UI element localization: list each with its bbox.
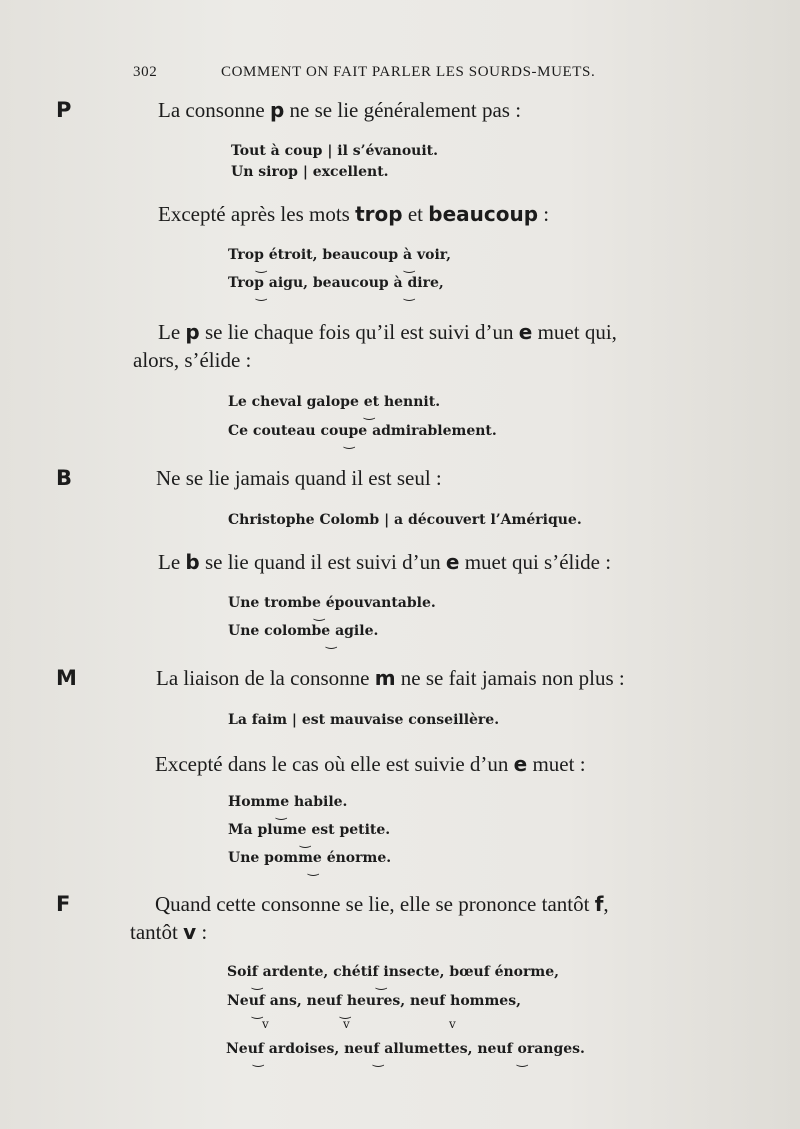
bold-vowel: e <box>513 752 528 776</box>
text: ne se fait jamais non plus : <box>395 666 625 690</box>
liaison-mark: ‿ <box>340 1005 351 1020</box>
f-rule-2 <box>130 920 207 945</box>
f-example-3: Neuf ardoises, neuf allumettes, neuf oranges. <box>226 1041 585 1057</box>
liaison-mark: ‿ <box>253 1053 264 1068</box>
bold-consonant: v <box>183 920 197 944</box>
liaison-mark: ‿ <box>276 806 287 821</box>
m-example-3: Une pomme énorme. <box>228 850 392 866</box>
p-elide-line-1 <box>158 320 617 345</box>
text: Excepté après les mots <box>158 202 356 226</box>
p-elide-example-2: Ce couteau coupe admirablement. <box>228 423 497 439</box>
p-exception-example-2: Trop aigu, beaucoup à dire, <box>228 275 444 291</box>
section-letter-p: P <box>56 98 72 122</box>
text: tantôt <box>130 920 184 944</box>
text: ne se lie généralement pas : <box>284 98 522 122</box>
f-example-2: Neuf ans, neuf heures, neuf hommes, <box>227 993 521 1009</box>
bold-vowel: e <box>445 550 460 574</box>
bold-consonant: p <box>269 98 285 122</box>
liaison-mark: ‿ <box>256 259 267 274</box>
running-title: COMMENT ON FAIT PARLER LES SOURDS-MUETS. <box>221 64 596 80</box>
text: Quand cette consonne se lie, elle se prononce tantôt <box>155 892 595 916</box>
bold-consonant: p <box>185 320 200 344</box>
text: se lie quand il est suivi d’un <box>199 550 446 574</box>
p-example-2: Un sirop | excellent. <box>231 164 389 180</box>
bold-word: trop <box>355 202 403 226</box>
b-rule-2 <box>158 550 611 575</box>
page-number: 302 <box>133 64 158 80</box>
text: et <box>402 202 429 226</box>
liaison-mark: ‿ <box>404 259 415 274</box>
v-mark: v <box>449 1017 456 1031</box>
m-exception <box>155 752 586 777</box>
liaison-mark: ‿ <box>256 287 267 302</box>
m-example-1: Homme habile. <box>228 794 348 810</box>
liaison-mark: ‿ <box>344 435 355 450</box>
b-rule: Ne se lie jamais quand il est seul : <box>156 466 442 490</box>
section-letter-m: M <box>56 666 77 690</box>
liaison-mark: ‿ <box>252 1005 263 1020</box>
text: Excepté dans le cas où elle est suivie d’un <box>155 752 514 776</box>
bold-consonant: b <box>185 550 200 574</box>
section-letter-f: F <box>56 892 71 916</box>
text: La liaison de la consonne <box>156 666 375 690</box>
liaison-mark: ‿ <box>252 976 263 991</box>
b-example-2: Une colombe agile. <box>228 623 379 639</box>
text: se lie chaque fois qu’il est suivi d’un <box>199 320 519 344</box>
m-rule <box>156 666 625 691</box>
f-example-1: Soif ardente, chétif insecte, bœuf énorme, <box>227 964 559 980</box>
p-example-1: Tout à coup | il s’évanouit. <box>231 143 439 159</box>
liaison-mark: ‿ <box>308 862 319 877</box>
liaison-mark: ‿ <box>300 834 311 849</box>
text: : <box>196 920 208 944</box>
p-rule <box>158 98 521 123</box>
text: La consonne <box>158 98 270 122</box>
v-mark: v <box>343 1017 350 1031</box>
text: Le <box>158 550 186 574</box>
p-elide-line-2: alors, s’élide : <box>133 348 252 372</box>
v-mark: v <box>262 1017 269 1031</box>
liaison-mark: ‿ <box>404 287 415 302</box>
bold-consonant: f <box>594 892 604 916</box>
text: , <box>603 892 609 916</box>
text: Le <box>158 320 186 344</box>
m-example: La faim | est mauvaise conseillère. <box>228 712 500 728</box>
bold-consonant: m <box>374 666 396 690</box>
m-example-2: Ma plume est petite. <box>228 822 391 838</box>
p-exception <box>158 202 549 227</box>
f-rule <box>155 892 609 917</box>
liaison-mark: ‿ <box>326 635 337 650</box>
b-example: Christophe Colomb | a découvert l’Amérique. <box>228 512 582 528</box>
b-example-1: Une trombe épouvantable. <box>228 595 436 611</box>
p-exception-example-1: Trop étroit, beaucoup à voir, <box>228 247 452 263</box>
p-elide-example-1: Le cheval galope et hennit. <box>228 394 441 410</box>
liaison-mark: ‿ <box>373 1053 384 1068</box>
liaison-mark: ‿ <box>364 406 375 421</box>
liaison-mark: ‿ <box>376 976 387 991</box>
liaison-mark: ‿ <box>517 1053 528 1068</box>
text: : <box>538 202 550 226</box>
bold-vowel: e <box>518 320 533 344</box>
text: muet qui, <box>532 320 617 344</box>
liaison-mark: ‿ <box>314 607 325 622</box>
bold-word: beaucoup <box>428 202 539 226</box>
section-letter-b: B <box>56 466 73 490</box>
text: muet qui s’élide : <box>459 550 612 574</box>
text: muet : <box>527 752 586 776</box>
